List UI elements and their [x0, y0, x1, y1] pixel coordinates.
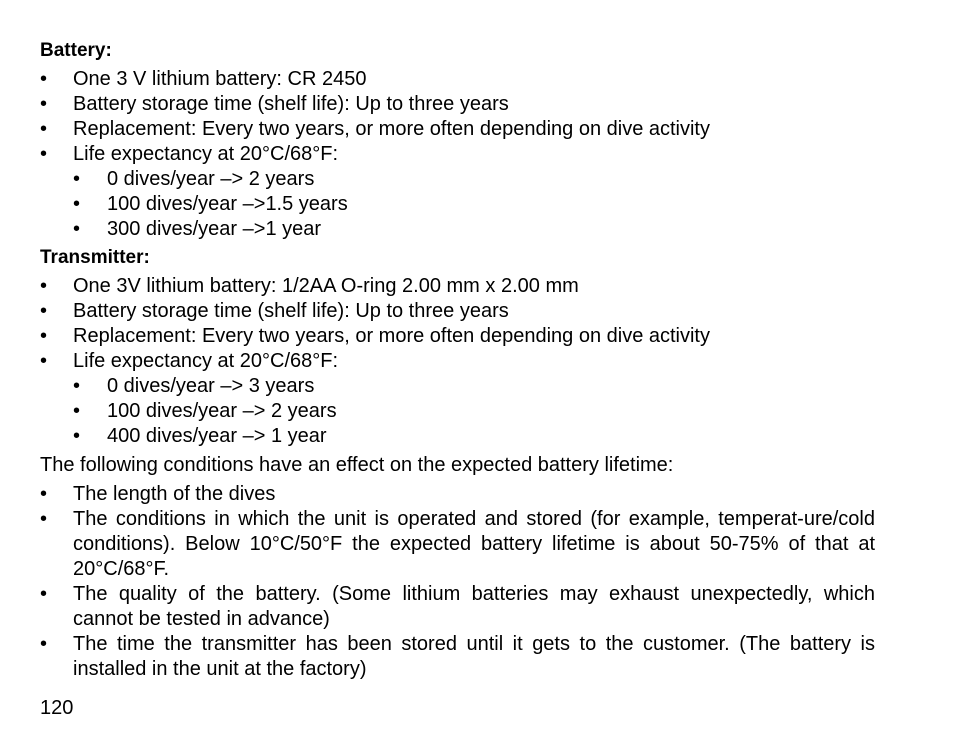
transmitter-heading: Transmitter:	[40, 247, 150, 268]
bullet-icon: •	[40, 350, 48, 372]
bullet-icon: •	[40, 325, 48, 347]
list-item-text: The conditions in which the unit is operated and stored (for example, temperat-ure/cold conditions). Below 10°C/50°F the expected battery lifetime is about 50-75% of that at 20°C/68°F.	[73, 508, 875, 580]
list-item	[40, 632, 875, 682]
bullet-icon: •	[40, 93, 48, 115]
list-item-text: Replacement: Every two years, or more often depending on dive activity	[73, 325, 710, 347]
list-item	[40, 324, 875, 349]
sublist-item	[73, 399, 875, 424]
sublist-item	[73, 192, 875, 217]
page-number: 120	[40, 697, 74, 719]
list-item-text: Battery storage time (shelf life): Up to three years	[73, 300, 509, 322]
list-item	[40, 582, 875, 632]
transmitter-list	[40, 274, 875, 449]
conditions-intro: The following conditions have an effect on the expected battery lifetime:	[40, 454, 674, 476]
bullet-icon: •	[40, 143, 48, 165]
bullet-icon: •	[40, 583, 48, 605]
bullet-icon: •	[40, 275, 48, 297]
list-item	[40, 482, 875, 507]
bullet-icon: •	[40, 483, 48, 505]
list-item-text: One 3 V lithium battery: CR 2450	[73, 68, 367, 90]
list-item	[40, 67, 875, 92]
sublist-item	[73, 424, 875, 449]
battery-sublist	[73, 167, 875, 242]
bullet-icon: •	[40, 68, 48, 90]
sublist-item	[73, 217, 875, 242]
conditions-list	[40, 482, 875, 682]
sublist-item	[73, 167, 875, 192]
list-item	[40, 507, 875, 582]
list-item	[40, 117, 875, 142]
sublist-item	[73, 374, 875, 399]
bullet-icon: •	[73, 375, 81, 397]
bullet-icon: •	[40, 118, 48, 140]
list-item	[40, 142, 875, 242]
bullet-icon: •	[73, 400, 81, 422]
list-item	[40, 92, 875, 117]
list-item-text: Battery storage time (shelf life): Up to three years	[73, 93, 509, 115]
battery-list	[40, 67, 875, 242]
transmitter-sublist	[73, 374, 875, 449]
list-item-text: The time the transmitter has been stored until it gets to the customer. (The battery is installed in the unit at the factory)	[73, 633, 875, 680]
sublist-item-text: 100 dives/year –> 2 years	[107, 400, 337, 422]
list-item-text: The length of the dives	[73, 483, 276, 505]
list-item-text: Life expectancy at 20°C/68°F:	[73, 143, 339, 165]
list-item	[40, 274, 875, 299]
bullet-icon: •	[40, 300, 48, 322]
sublist-item-text: 0 dives/year –> 3 years	[107, 375, 315, 397]
bullet-icon: •	[73, 425, 81, 447]
list-item-text: Life expectancy at 20°C/68°F:	[73, 350, 339, 372]
document-page	[40, 38, 875, 682]
list-item-text: Replacement: Every two years, or more often depending on dive activity	[73, 118, 710, 140]
bullet-icon: •	[40, 508, 48, 530]
list-item-text: One 3V lithium battery: 1/2AA O-ring 2.00 mm x 2.00 mm	[73, 275, 579, 297]
sublist-item-text: 400 dives/year –> 1 year	[107, 425, 327, 447]
sublist-item-text: 0 dives/year –> 2 years	[107, 168, 315, 190]
bullet-icon: •	[73, 168, 81, 190]
battery-heading: Battery:	[40, 40, 112, 61]
sublist-item-text: 300 dives/year –>1 year	[107, 218, 322, 240]
bullet-icon: •	[73, 193, 81, 215]
bullet-icon: •	[40, 633, 48, 655]
list-item	[40, 349, 875, 449]
list-item-text: The quality of the battery. (Some lithium batteries may exhaust unexpectedly, which cannot be tested in advance)	[73, 583, 875, 630]
list-item	[40, 299, 875, 324]
sublist-item-text: 100 dives/year –>1.5 years	[107, 193, 348, 215]
bullet-icon: •	[73, 218, 81, 240]
